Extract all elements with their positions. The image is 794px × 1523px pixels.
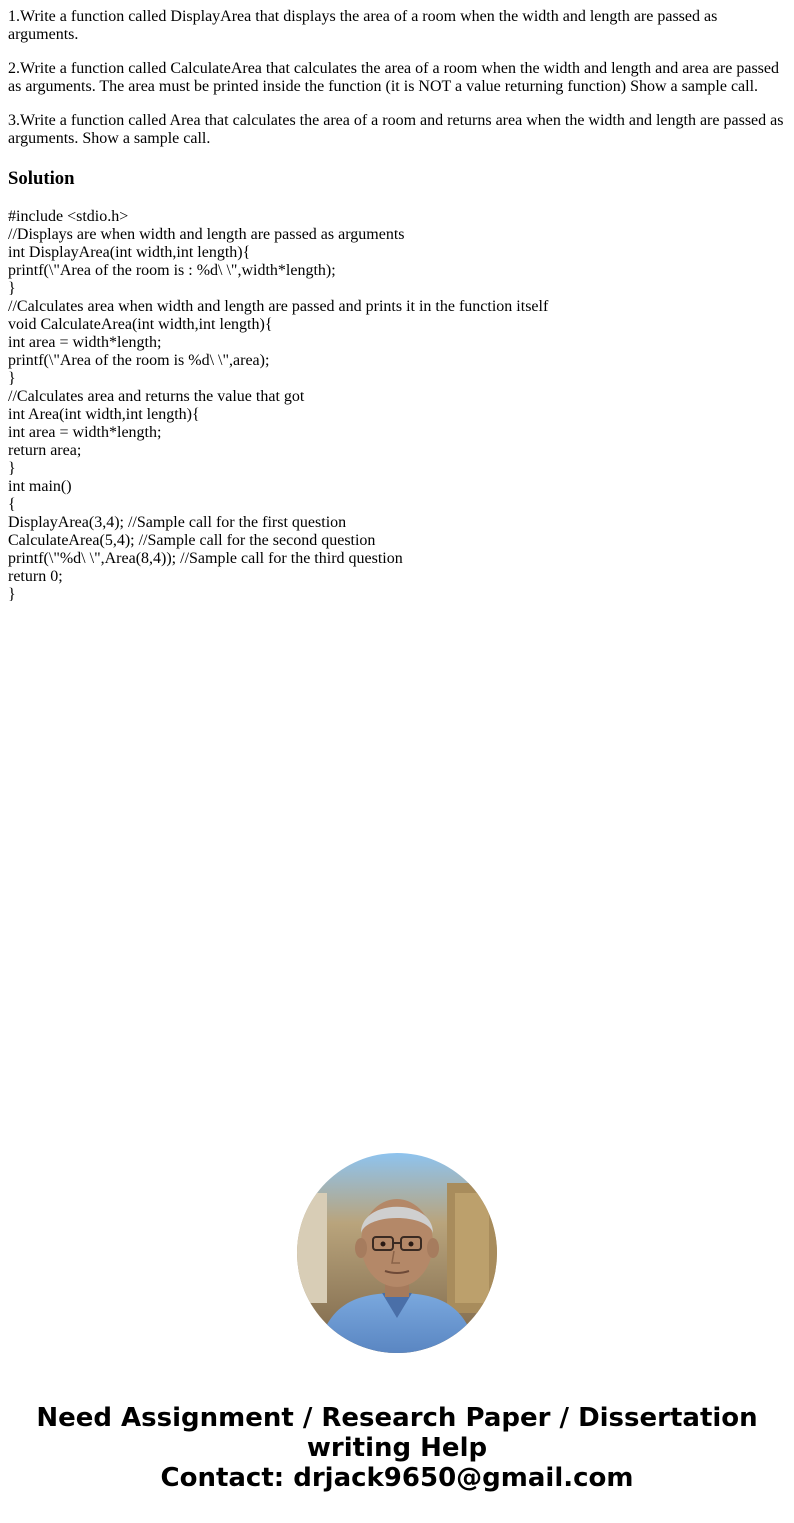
document-content [8, 8, 786, 604]
code-line: int Area(int width,int length){ [8, 406, 200, 423]
solution-heading: Solution [8, 168, 75, 189]
code-line: int area = width*length; [8, 424, 162, 441]
code-line: //Calculates area when width and length are passed and prints it in the function itself [8, 298, 549, 315]
code-line: int main() [8, 478, 72, 495]
code-line: void CalculateArea(int width,int length){ [8, 316, 273, 333]
code-line: CalculateArea(5,4); //Sample call for the second question [8, 532, 376, 549]
code-line: int DisplayArea(int width,int length){ [8, 244, 251, 261]
code-line: //Displays are when width and length are passed as arguments [8, 226, 405, 243]
code-line: printf(\"%d\ \",Area(8,4)); //Sample call for the third question [8, 550, 403, 567]
code-line: #include <stdio.h> [8, 208, 129, 225]
question-1: 1.Write a function called DisplayArea that displays the area of a room when the width and length are passed as arguments. [8, 8, 718, 43]
code-line: return area; [8, 442, 82, 459]
question-3: 3.Write a function called Area that calculates the area of a room and returns area when the width and length are passed as arguments. Show a sample call. [8, 112, 784, 147]
code-line: DisplayArea(3,4); //Sample call for the first question [8, 514, 347, 531]
code-line: } [8, 280, 16, 297]
code-line: printf(\"Area of the room is %d\ \",area); [8, 352, 270, 369]
footer-line-2: writing Help [306, 1433, 488, 1463]
code-line: { [8, 496, 16, 513]
code-line: } [8, 460, 16, 477]
code-line: //Calculates area and returns the value that got [8, 388, 305, 405]
code-line: return 0; [8, 568, 63, 585]
footer-contact-email: Contact: drjack9650@gmail.com [160, 1463, 634, 1493]
question-2: 2.Write a function called CalculateArea that calculates the area of a room when the width and length and area are passed as arguments. The area must be printed inside the function (it is NOT a value returning function) Show a sample call. [8, 60, 780, 95]
author-photo [297, 1153, 497, 1353]
code-line: int area = width*length; [8, 334, 162, 351]
footer-contact [0, 1403, 794, 1493]
code-line: } [8, 370, 16, 387]
code-line: } [8, 586, 16, 603]
code-block [8, 208, 786, 604]
code-line: printf(\"Area of the room is : %d\ \",width*length); [8, 262, 336, 279]
footer-line-1: Need Assignment / Research Paper / Dissertation [36, 1403, 758, 1433]
